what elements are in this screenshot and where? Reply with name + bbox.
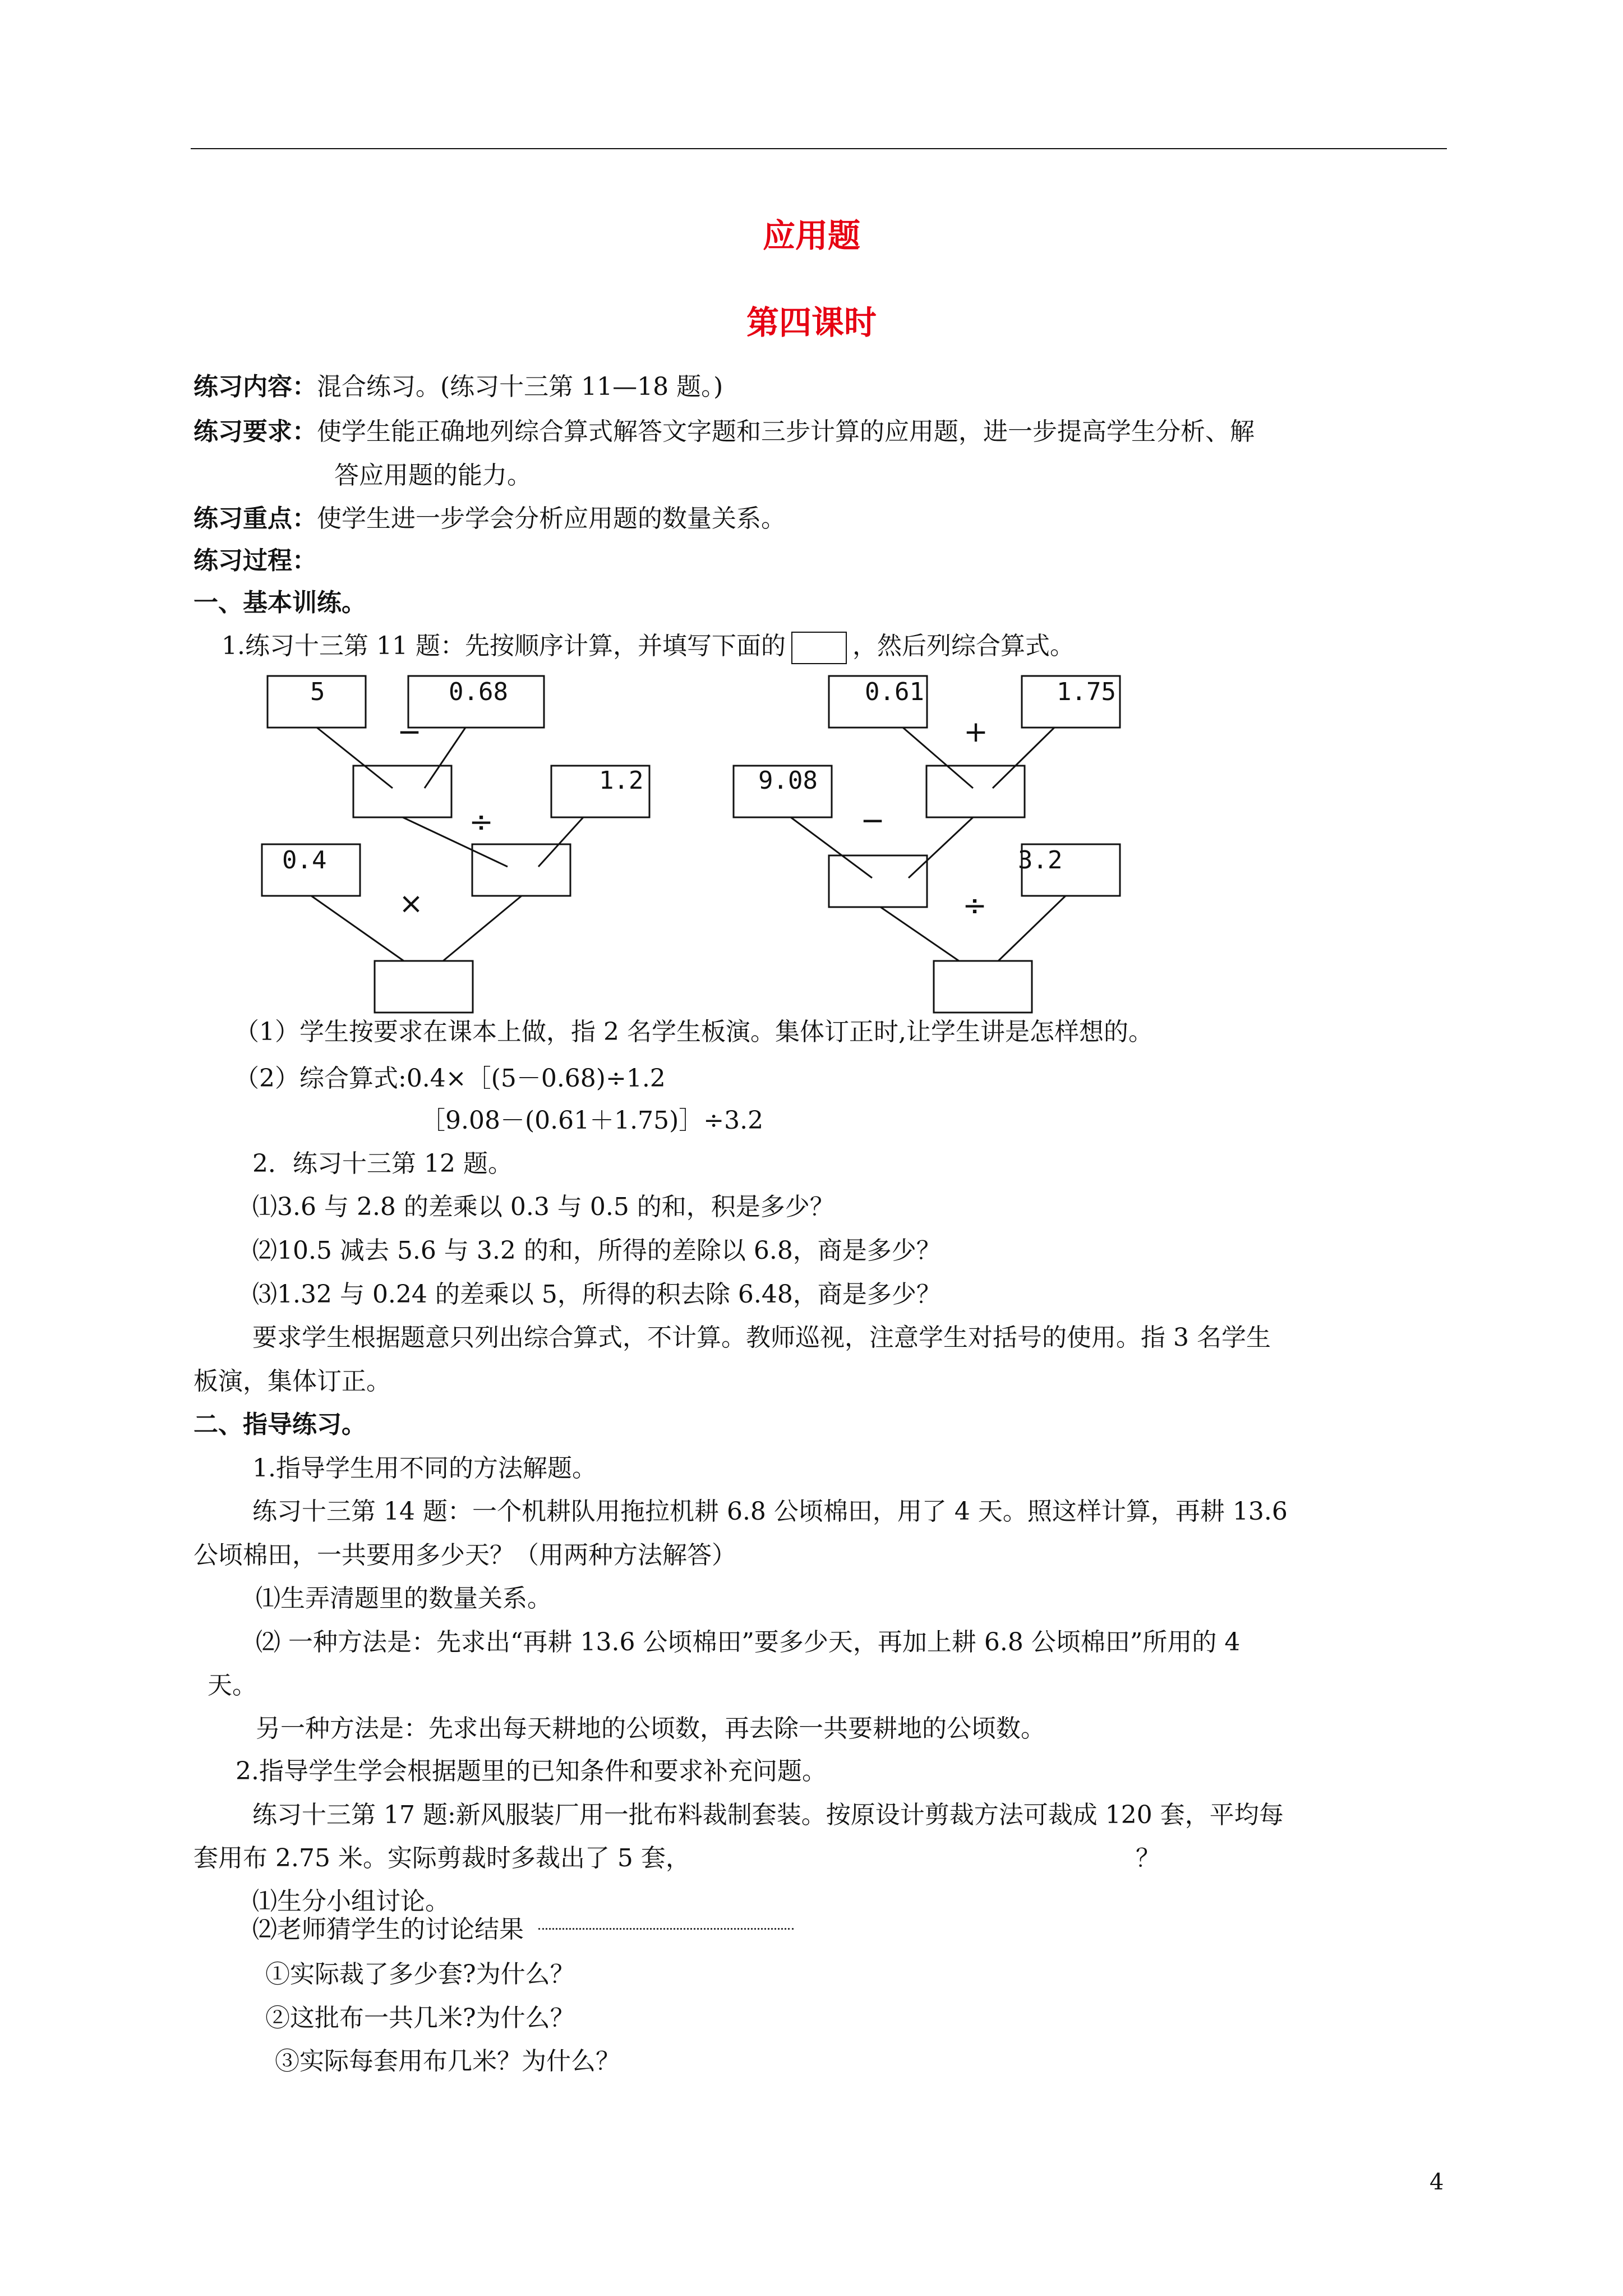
- process-label: 练习过程：: [193, 546, 317, 575]
- focus-text: 使学生进一步学会分析应用题的数量关系。: [317, 504, 786, 533]
- content-label: 练习内容：: [193, 372, 317, 401]
- q14-step-2b: 天。: [208, 1671, 257, 1700]
- left-final-box: [375, 961, 473, 1013]
- plus-operator: +: [963, 715, 988, 749]
- right-line: [993, 728, 1054, 788]
- left-label-04: 0.4: [282, 846, 327, 875]
- q14-step-2a: ⑵ 一种方法是：先求出“再耕 13.6 公顷棉田”要多少天，再加上耕 6.8 公顷棉田”所用的 4: [256, 1628, 1241, 1657]
- left-label-5: 5: [310, 678, 325, 706]
- dotted-underline: [538, 1928, 794, 1930]
- right-final-box: [934, 961, 1032, 1013]
- right-answer-box-2: [829, 855, 927, 907]
- q17-answer-1: ①实际裁了多少套?为什么？: [265, 1960, 575, 1989]
- right-label-175: 1.75: [1057, 678, 1116, 706]
- left-answer-box-2: [472, 844, 570, 896]
- left-answer-box-1: [353, 766, 451, 817]
- q14-step-1: ⑴生弄清题里的数量关系。: [256, 1584, 552, 1613]
- right-label-32: 3.2: [1018, 846, 1063, 875]
- q14-step-3: 另一种方法是：先求出每天耕地的公顷数，再去除一共要耕地的公顷数。: [256, 1714, 1045, 1743]
- requirement-text-2: 答应用题的能力。: [334, 461, 532, 490]
- q14-line-1: 练习十三第 14 题：一个机耕队用拖拉机耕 6.8 公顷棉田，用了 4 天。照这样计算，再耕 13.6: [252, 1497, 1288, 1526]
- right-label-908: 9.08: [758, 766, 818, 795]
- right-line: [903, 728, 973, 788]
- page-number: 4: [1430, 2169, 1444, 2195]
- q14-line-2: 公顷棉田，一共要用多少天？（用两种方法解答）: [193, 1541, 736, 1570]
- item2-heading: 2．练习十三第 12 题。: [252, 1149, 513, 1178]
- minus-operator: −: [397, 715, 422, 749]
- page-subtitle: 第四课时: [746, 303, 877, 342]
- q17-line-2: 套用布 2.75 米。实际剪裁时多裁出了 5 套，: [193, 1844, 690, 1872]
- section-basic-training: 一、基本训练。: [193, 588, 366, 617]
- guide-2: 2.指导学生学会根据题里的已知条件和要求补充问题。: [236, 1757, 827, 1786]
- q17-step-1: ⑴生分小组讨论。: [252, 1887, 450, 1916]
- q17-answer-3: ③实际每套用布几米？为什么？: [275, 2047, 620, 2076]
- times-operator: ×: [399, 887, 423, 921]
- right-line: [998, 896, 1066, 961]
- divide-operator: ÷: [469, 806, 494, 839]
- q17-question-mark: ？: [1136, 1844, 1160, 1872]
- page-title: 应用题: [762, 217, 860, 255]
- section-guided-practice: 二、指导练习。: [193, 1410, 366, 1439]
- guide-1: 1.指导学生用不同的方法解题。: [252, 1454, 597, 1483]
- right-line: [909, 817, 973, 878]
- right-line: [880, 907, 959, 961]
- right-label-061: 0.61: [865, 678, 924, 706]
- left-label-12: 1.2: [599, 766, 644, 795]
- note-2: （2）综合算式:0.4×［(5－0.68)÷1.2: [234, 1064, 666, 1093]
- item2-question-3: ⑶1.32 与 0.24 的差乘以 5，所得的积去除 6.48，商是多少？: [252, 1280, 941, 1309]
- requirement-label: 练习要求：: [193, 417, 317, 446]
- divide-operator: ÷: [962, 889, 987, 923]
- left-label-068: 0.68: [449, 678, 508, 706]
- content-text: 混合练习。(练习十三第 11—18 题。): [317, 372, 723, 401]
- note-2b: ［9.08－(0.61＋1.75)］÷3.2: [421, 1106, 764, 1135]
- q17-step-2: ⑵老师猜学生的讨论结果: [252, 1915, 524, 1944]
- q17-answer-2: ②这批布一共几米?为什么？: [265, 2004, 575, 2032]
- left-line: [425, 728, 465, 788]
- item1-text-a: 1.练习十三第 11 题：先按顺序计算，并填写下面的: [222, 632, 786, 660]
- minus-operator: −: [860, 804, 885, 838]
- item1-text-b: ，然后列综合算式。: [852, 632, 1075, 660]
- item2-question-2: ⑵10.5 减去 5.6 与 3.2 的和，所得的差除以 6.8，商是多少？: [252, 1236, 941, 1265]
- left-line: [443, 896, 522, 961]
- item2-requirement-2: 板演，集体订正。: [193, 1367, 391, 1396]
- left-line: [311, 896, 404, 961]
- focus-label: 练习重点：: [193, 504, 317, 533]
- requirement-text-1: 使学生能正确地列综合算式解答文字题和三步计算的应用题，进一步提高学生分析、解: [317, 417, 1255, 446]
- item2-question-1: ⑴3.6 与 2.8 的差乘以 0.3 与 0.5 的和，积是多少？: [252, 1193, 834, 1221]
- left-line: [317, 728, 393, 788]
- note-1: （1）学生按要求在课本上做，指 2 名学生板演。集体订正时,让学生讲是怎样想的。: [234, 1018, 1153, 1046]
- right-answer-box-1: [926, 766, 1025, 817]
- item2-requirement-1: 要求学生根据题意只列出综合算式，不计算。教师巡视，注意学生对括号的使用。指 3 名学生: [252, 1323, 1271, 1352]
- q17-line-1: 练习十三第 17 题:新风服装厂用一批布料裁制套装。按原设计剪裁方法可裁成 120 套，平均每: [252, 1801, 1284, 1829]
- left-line: [538, 817, 583, 867]
